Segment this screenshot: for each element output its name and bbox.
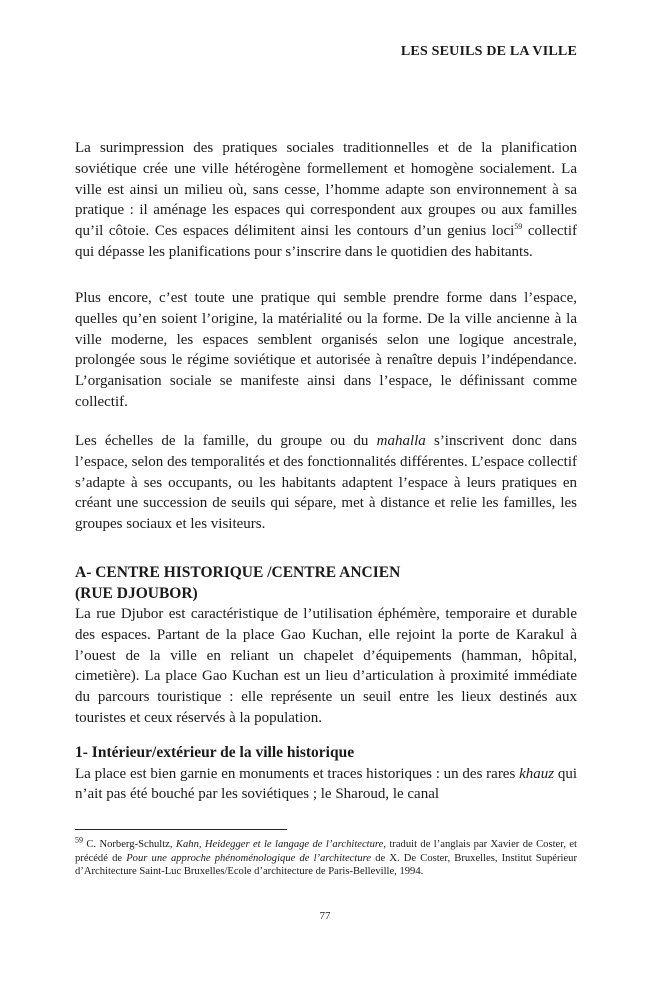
section-heading: A- CENTRE HISTORIQUE /CENTRE ANCIEN bbox=[75, 564, 401, 581]
section-a bbox=[75, 563, 577, 729]
footnote-ref[interactable]: 59 bbox=[514, 222, 523, 232]
footnote bbox=[75, 835, 577, 879]
page-number: 77 bbox=[319, 910, 331, 922]
section-text: La rue Djubor est caractéristique de l’utilisation éphémère, temporaire et durable des espaces. Partant de la place Gao Kuchan, elle rejoint la porte de Karakul à l’ouest de la ville en reliant un chapelet d’équipements (hamman, hôpital, cimetière). La place Gao Kuchan est un lieu d’articulation à proximité immédiate du parcours touristique : elle représente un seuil entre les lieux destinés aux touristes et ceux réservés à la population. bbox=[75, 606, 577, 726]
text: qui n’ait pas été bouché par les soviétiques ; le Sharoud, le canal bbox=[75, 765, 577, 803]
section-1 bbox=[75, 743, 577, 805]
running-header: LES SEUILS DE LA VILLE bbox=[400, 44, 577, 59]
text: Plus encore, c’est toute une pratique qui semble prendre forme dans l’espace, quelles qu’en soient l’origine, la matérialité ou la forme. De la ville ancienne à la ville moderne, les espaces semblent organisés selon une logique ancestrale, prolongée sous le régime soviétique et autorisée à renaître depuis l’indépendance. L’organisation sociale se manifeste ainsi dans l’espace, le définissant comme collectif. bbox=[75, 290, 577, 410]
text: s’inscrivent donc dans l’espace, selon des temporalités et des fonctionnalités différentes. L’espace collectif s’adapte à ses occupants, ou les habitants adaptent l’espace à leurs pratiques en créant une succession de seuils qui sépare, met à distance et relie les familles, les groupes sociaux et les visiteurs. bbox=[75, 433, 578, 533]
text: , traduit de l’anglais par Xavier de Coster, et précédé de bbox=[75, 839, 577, 864]
text: La surimpression des pratiques sociales traditionnelles et de la planification soviétique crée une ville hétérogène formellement et homogène socialement. La ville est ainsi un milieu où, sans cesse, l’homme adapte son environnement à sa pratique : il aménage les espaces qui correspondent aux groupes ou aux familles qu’il côtoie. Ces espaces délimitent ainsi les contours d’un genius loci bbox=[75, 140, 577, 240]
text: Les échelles de la famille, du groupe ou du bbox=[75, 433, 377, 449]
footnote-divider bbox=[75, 829, 287, 830]
italic-term: mahalla bbox=[376, 433, 426, 449]
italic-term: khauz bbox=[519, 765, 555, 782]
paragraph-3 bbox=[75, 431, 577, 535]
text: C. Norberg-Schultz, bbox=[83, 839, 176, 850]
section-heading-sub: (RUE DJOUBOR) bbox=[75, 584, 198, 602]
text: collectif qui dépasse les planifications pour s’inscrire dans le quotidien des habitants. bbox=[75, 223, 577, 260]
italic-title: Pour une approche phénoménologique de l’architecture bbox=[126, 852, 372, 864]
subsection-heading: 1- Intérieur/extérieur de la ville historique bbox=[75, 744, 355, 761]
paragraph-2 bbox=[75, 288, 577, 413]
text: La place est bien garnie en monuments et traces historiques : un des rares bbox=[75, 765, 520, 782]
paragraph-1 bbox=[75, 138, 577, 263]
italic-title: Kahn, Heidegger et le langage de l’architecture bbox=[175, 839, 384, 850]
footnote-number: 59 bbox=[75, 835, 83, 845]
text: de X. De Coster, Bruxelles, Institut Supérieur d’Architecture Saint-Luc Bruxelles/Ecole d’architecture de Paris-Belleville, 1994. bbox=[75, 852, 577, 878]
